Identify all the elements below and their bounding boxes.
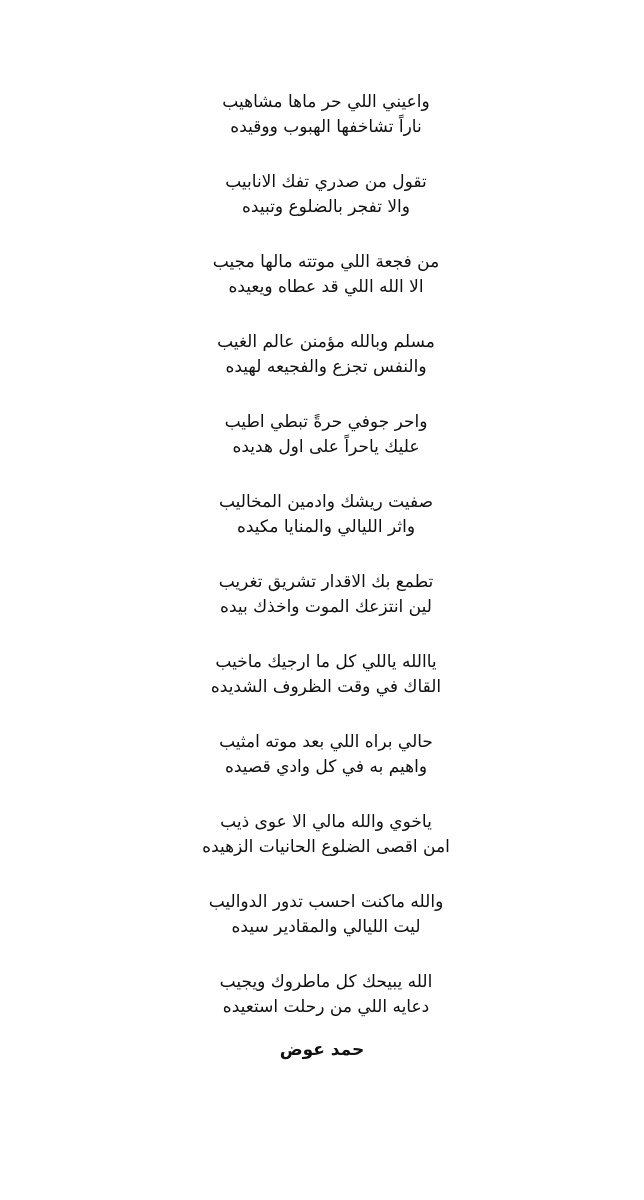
verse-second-hemistich: ليت الليالي والمقادير سيده: [231, 917, 421, 937]
verse-first-hemistich: تطمع بك الاقدار تشريق تغريب: [218, 572, 434, 592]
verse-first-hemistich: حالي براه اللي بعد موته امثيب: [219, 732, 433, 752]
verse-first-hemistich: مسلم وبالله مؤمنن عالم الغيب: [217, 332, 435, 352]
verse-second-hemistich: واثر الليالي والمنايا مكيده: [236, 517, 416, 537]
verse-second-hemistich: لين انتزعك الموت واخذك بيده: [220, 597, 432, 617]
verse-first-hemistich: تقول من صدري تفك الانابيب: [225, 172, 427, 192]
stanza: [0, 250, 644, 330]
stanza: [0, 330, 644, 410]
stanza: [0, 410, 644, 490]
verse-second-hemistich: القاك في وقت الظروف الشديده: [210, 677, 442, 697]
verse-first-hemistich: من فجعة اللي موتته مالها مجيب: [212, 252, 440, 272]
poem-body: [0, 90, 644, 1050]
stanza: [0, 810, 644, 890]
verse-first-hemistich: ياخوي والله مالي الا عوى ذيب: [220, 812, 432, 832]
verse-first-hemistich: صفيت ريشك وادمين المخاليب: [218, 492, 434, 512]
verse-first-hemistich: الله يبيحك كل ماطروك ويجيب: [219, 972, 433, 992]
stanza: [0, 90, 644, 170]
stanza: [0, 490, 644, 570]
stanza: [0, 170, 644, 250]
verse-second-hemistich: امن اقصى الضلوع الحانيات الزهيده: [202, 837, 450, 857]
verse-first-hemistich: واعيني اللي حر ماها مشاهيب: [222, 92, 430, 112]
stanza: [0, 650, 644, 730]
verse-first-hemistich: واحر جوفي حرةً تبطي اطيب: [224, 412, 428, 432]
stanza: [0, 570, 644, 650]
verse-second-hemistich: واهيم به في كل وادي قصيده: [224, 757, 428, 777]
verse-second-hemistich: والنفس تجزع والفجيعه لهيده: [225, 357, 427, 377]
verse-second-hemistich: دعايه اللي من رحلت استعيده: [222, 997, 430, 1017]
verse-first-hemistich: والله ماكنت احسب تدور الدواليب: [208, 892, 444, 912]
stanza: [0, 890, 644, 970]
verse-first-hemistich: ياالله ياللي كل ما ارجيك ماخيب: [215, 652, 437, 672]
stanza: [0, 730, 644, 810]
verse-second-hemistich: الا الله اللي قد عطاه ويعيده: [228, 277, 424, 297]
verse-second-hemistich: والا تفجر بالضلوع وتبيده: [242, 197, 410, 217]
verse-second-hemistich: عليك ياحراً على اول هديده: [232, 437, 420, 457]
poem-author: حمد عوض: [279, 1040, 365, 1060]
verse-second-hemistich: ناراً تشاخفها الهبوب ووقيده: [230, 117, 422, 137]
